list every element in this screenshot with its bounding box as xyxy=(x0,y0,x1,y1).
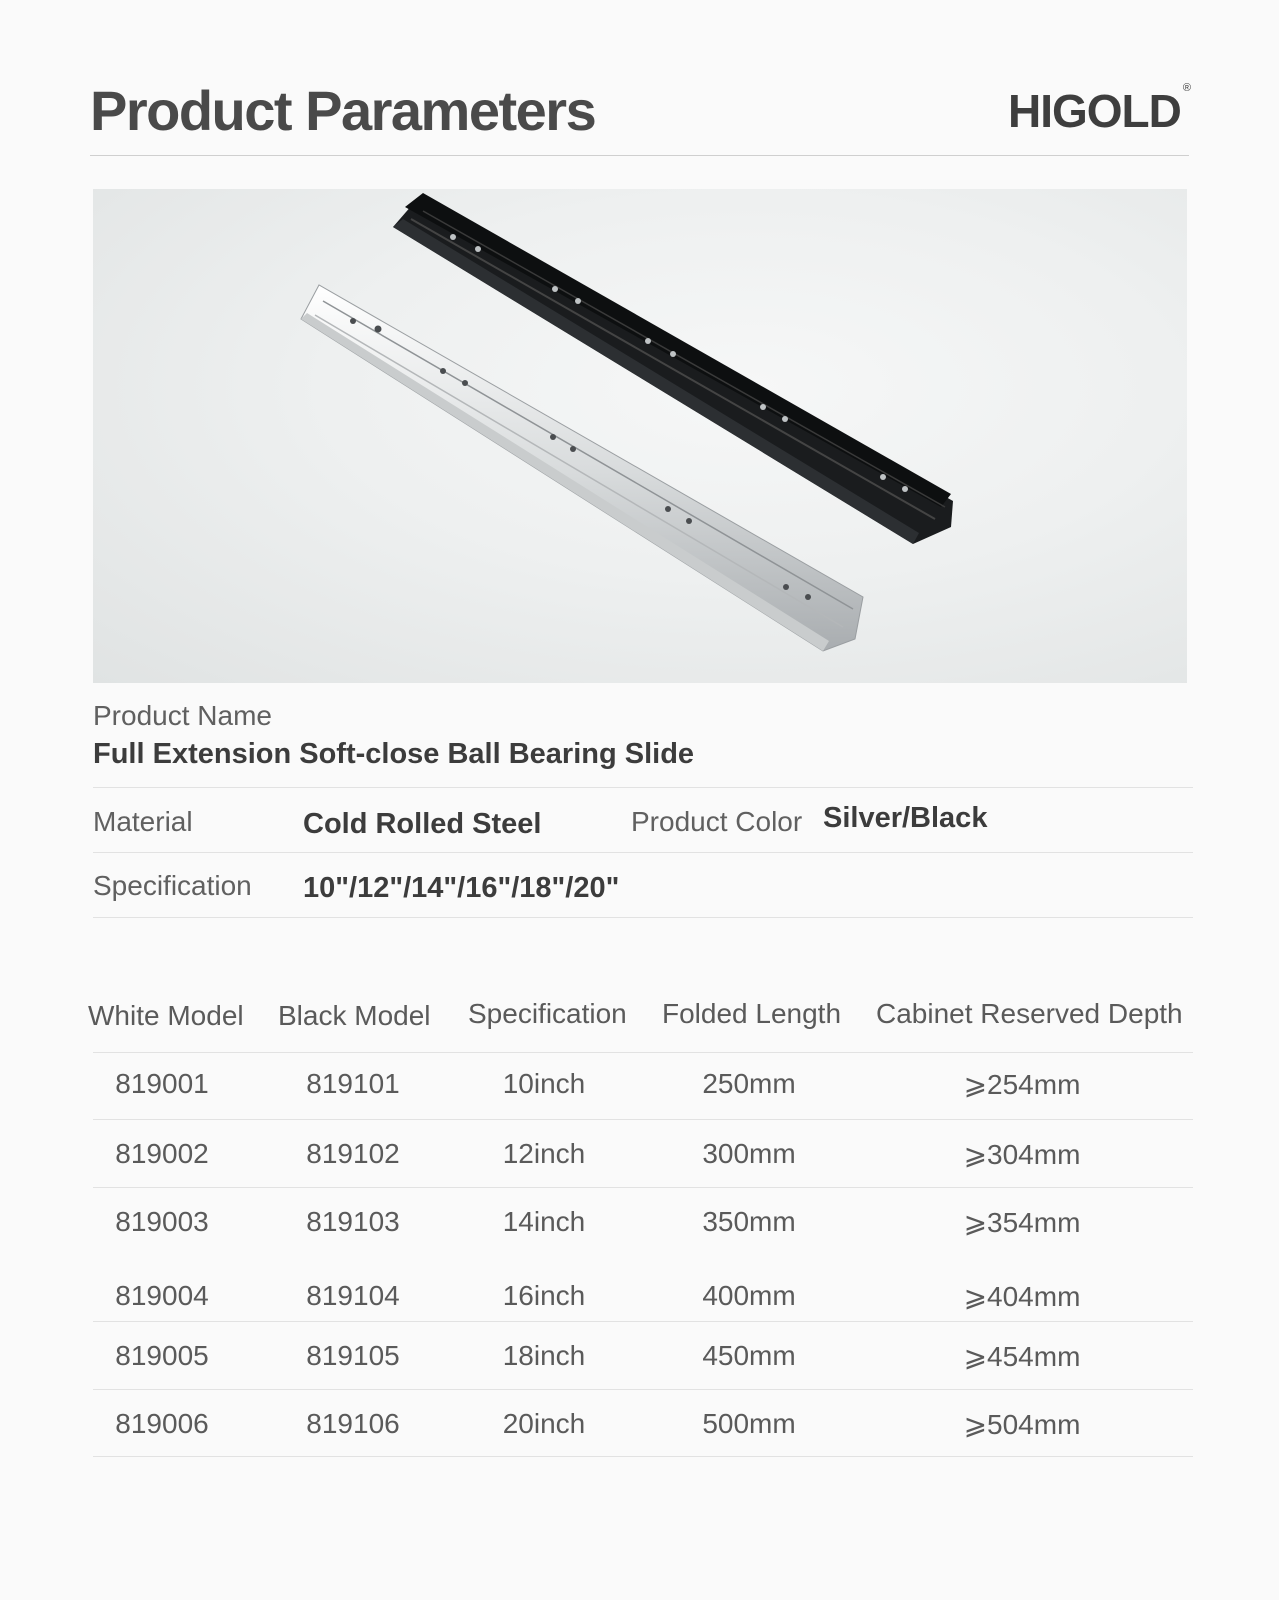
product-photo xyxy=(93,189,1187,683)
page-title: Product Parameters xyxy=(90,79,596,142)
product-name-label: Product Name xyxy=(93,700,272,731)
cell-cabinet-reserved-depth: ⩾254mm xyxy=(963,1069,1081,1100)
cell-folded-length: 500mm xyxy=(702,1408,796,1439)
cell-white-model: 819001 xyxy=(115,1068,209,1099)
cell-cabinet-reserved-depth: ⩾304mm xyxy=(963,1139,1081,1170)
cell-folded-length: 300mm xyxy=(702,1138,796,1169)
product-color-label: Product Color xyxy=(631,806,803,837)
table-divider xyxy=(93,1052,1193,1053)
cell-black-model: 819101 xyxy=(306,1068,400,1099)
cell-specification: 12inch xyxy=(502,1138,586,1169)
cell-black-model: 819106 xyxy=(306,1408,400,1439)
cell-black-model: 819102 xyxy=(306,1138,400,1169)
header-cabinet-reserved-depth: Cabinet Reserved Depth xyxy=(876,998,1183,1029)
material-label: Material xyxy=(93,806,193,837)
cell-cabinet-reserved-depth: ⩾354mm xyxy=(963,1207,1081,1238)
cell-white-model: 819002 xyxy=(115,1138,209,1169)
header-white-model: White Model xyxy=(88,1000,244,1031)
cell-black-model: 819104 xyxy=(306,1280,400,1311)
cell-specification: 14inch xyxy=(502,1206,586,1237)
cell-specification: 18inch xyxy=(502,1340,586,1371)
header-specification: Specification xyxy=(468,998,627,1029)
table-row-divider xyxy=(93,1456,1193,1457)
product-name-block xyxy=(93,700,1193,771)
specification-value: 10"/12"/14"/16"/18"/20" xyxy=(303,872,620,904)
cell-black-model: 819103 xyxy=(306,1206,400,1237)
table-row-divider xyxy=(93,1389,1193,1390)
cell-folded-length: 250mm xyxy=(702,1068,796,1099)
brand-name: HIGOLD xyxy=(1008,85,1181,137)
material-row xyxy=(93,802,1193,846)
divider xyxy=(93,852,1193,853)
cell-folded-length: 450mm xyxy=(702,1340,796,1371)
divider xyxy=(93,787,1193,788)
material-value: Cold Rolled Steel xyxy=(303,808,542,840)
cell-cabinet-reserved-depth: ⩾504mm xyxy=(963,1409,1081,1440)
header-black-model: Black Model xyxy=(278,1000,431,1031)
cell-cabinet-reserved-depth: ⩾454mm xyxy=(963,1341,1081,1372)
specification-label: Specification xyxy=(93,870,252,901)
cell-specification: 16inch xyxy=(502,1280,586,1311)
page-header xyxy=(90,78,1190,158)
cell-black-model: 819105 xyxy=(306,1340,400,1371)
drawer-slide-illustration xyxy=(93,189,1187,683)
cell-cabinet-reserved-depth: ⩾404mm xyxy=(963,1281,1081,1312)
specification-row xyxy=(93,870,1193,910)
cell-folded-length: 350mm xyxy=(702,1206,796,1237)
cell-white-model: 819003 xyxy=(115,1206,209,1237)
cell-white-model: 819006 xyxy=(115,1408,209,1439)
table-row-divider xyxy=(93,1321,1193,1322)
cell-specification: 20inch xyxy=(502,1408,586,1439)
product-name-value: Full Extension Soft-close Ball Bearing Slide xyxy=(93,738,695,770)
table-row-divider xyxy=(93,1187,1193,1188)
header-divider xyxy=(90,155,1189,156)
brand-logo xyxy=(1008,81,1190,138)
cell-specification: 10inch xyxy=(502,1068,586,1099)
header-folded-length: Folded Length xyxy=(662,998,842,1029)
cell-white-model: 819005 xyxy=(115,1340,209,1371)
registered-mark: ® xyxy=(1182,81,1190,94)
product-color-value: Silver/Black xyxy=(823,802,988,834)
table-row-divider xyxy=(93,1119,1193,1120)
divider xyxy=(93,917,1193,918)
cell-white-model: 819004 xyxy=(115,1280,209,1311)
cell-folded-length: 400mm xyxy=(702,1280,796,1311)
